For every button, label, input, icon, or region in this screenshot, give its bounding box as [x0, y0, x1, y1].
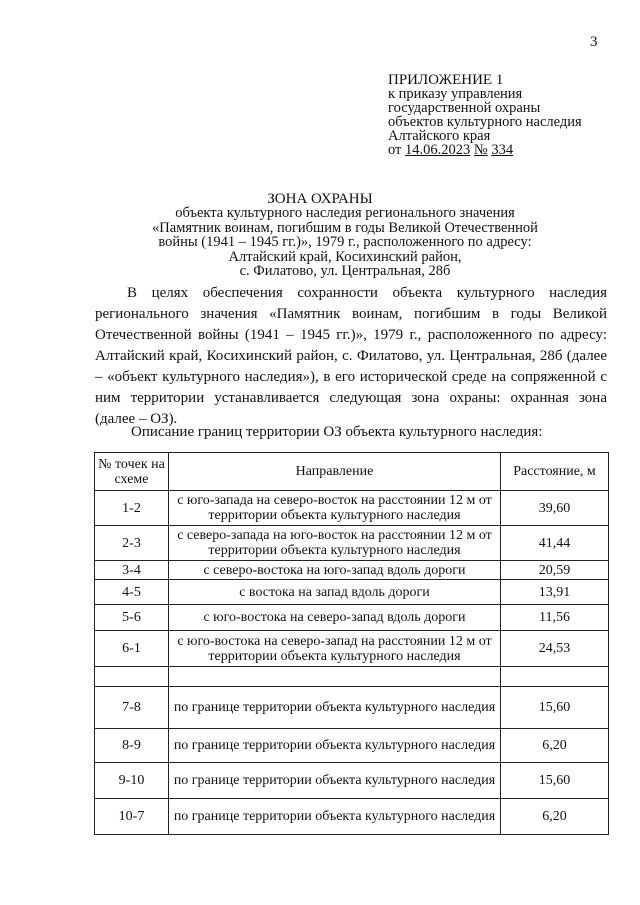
- header-direction: Направление: [169, 453, 501, 491]
- body-paragraph: В целях обеспечения сохранности объекта культурного наследия регионального значения «Памятник воинам, погибшим в годы Великой Отечественной войны (1941 – 1945 гг.)», 1979 г., расположенного по адресу: Алтайский край, Косихинский район, с. Филатово, ул. Центральная, 28б (далее – «объект культурного наследия»), в его исторической среде на сопряженной с ним территории устанавливается следующая зона охраны: охранная зона (далее – ОЗ).: [95, 285, 607, 427]
- cell-direction: по границе территории объекта культурного наследия: [169, 763, 501, 799]
- cell-distance: 15,60: [501, 763, 609, 799]
- appendix-block: [388, 73, 582, 157]
- zone-subtitle-line: объекта культурного наследия регионального значения: [175, 205, 515, 221]
- cell-distance: 11,56: [501, 605, 609, 631]
- table-row: [95, 729, 609, 763]
- cell-direction: по границе территории объекта культурного наследия: [169, 799, 501, 835]
- cell-distance: 6,20: [501, 799, 609, 835]
- cell-direction: [169, 667, 501, 687]
- cell-distance: 13,91: [501, 580, 609, 605]
- zone-subtitle-line: с. Филатово, ул. Центральная, 28б: [239, 263, 451, 279]
- cell-points: 9-10: [95, 763, 169, 799]
- cell-points: 1-2: [95, 491, 169, 526]
- table-row: [95, 580, 609, 605]
- cell-points: 5-6: [95, 605, 169, 631]
- zone-subtitle-line: войны (1941 – 1945 гг.)», 1979 г., расположенного по адресу:: [158, 234, 532, 250]
- table-row: [95, 687, 609, 729]
- cell-points: 2-3: [95, 526, 169, 561]
- table-spacer-row: [95, 667, 609, 687]
- cell-distance: [501, 667, 609, 687]
- cell-points: 6-1: [95, 631, 169, 667]
- zone-subtitle-line: Алтайский край, Косихинский район,: [228, 248, 462, 265]
- header-points: № точек на схеме: [95, 453, 169, 491]
- appendix-title: ПРИЛОЖЕНИЕ 1: [388, 72, 504, 88]
- boundaries-table: [94, 452, 609, 835]
- cell-direction: с востока на запад вдоль дороги: [169, 580, 501, 605]
- cell-points: 3-4: [95, 561, 169, 580]
- table-row: [95, 561, 609, 580]
- cell-direction: с северо-востока на юго-запад вдоль дороги: [169, 561, 501, 580]
- cell-direction: с северо-запада на юго-восток на расстоянии 12 м от территории объекта культурного наследия: [169, 526, 501, 561]
- appendix-line: к приказу управления: [388, 86, 523, 102]
- page-number: 3: [590, 34, 598, 50]
- table-row: [95, 526, 609, 561]
- cell-direction: с юго-востока на северо-запад вдоль дороги: [169, 605, 501, 631]
- order-date: 14.06.2023: [405, 142, 471, 158]
- cell-distance: 15,60: [501, 687, 609, 729]
- cell-distance: 24,53: [501, 631, 609, 667]
- cell-points: 4-5: [95, 580, 169, 605]
- cell-direction: по границе территории объекта культурного наследия: [169, 729, 501, 763]
- zone-subtitle-line: «Памятник воинам, погибшим в годы Великой Отечественной: [152, 219, 538, 236]
- zone-title: ЗОНА ОХРАНЫ: [267, 191, 373, 207]
- cell-distance: 20,59: [501, 561, 609, 580]
- cell-points: [95, 667, 169, 687]
- order-number-sign: №: [473, 142, 488, 158]
- order-number: 334: [491, 142, 514, 158]
- cell-points: 7-8: [95, 687, 169, 729]
- appendix-line: Алтайского края: [388, 128, 491, 144]
- cell-distance: 6,20: [501, 729, 609, 763]
- cell-direction: с юго-востока на северо-запад на расстоянии 12 м от территории объекта культурного наследия: [169, 631, 501, 667]
- order-reference: [388, 143, 582, 157]
- cell-direction: по границе территории объекта культурного наследия: [169, 687, 501, 729]
- zone-subtitle: [120, 206, 570, 279]
- cell-direction: с юго-запада на северо-восток на расстоянии 12 м от территории объекта культурного наследия: [169, 491, 501, 526]
- table-row: [95, 763, 609, 799]
- cell-distance: 39,60: [501, 491, 609, 526]
- table-caption: Описание границ территории ОЗ объекта культурного наследия:: [131, 424, 543, 440]
- order-prefix: от: [388, 142, 402, 158]
- header-distance: Расстояние, м: [501, 453, 609, 491]
- table-row: [95, 799, 609, 835]
- table-row: [95, 491, 609, 526]
- cell-distance: 41,44: [501, 526, 609, 561]
- table-header-row: [95, 453, 609, 491]
- appendix-line: объектов культурного наследия: [388, 114, 582, 130]
- cell-points: 10-7: [95, 799, 169, 835]
- cell-points: 8-9: [95, 729, 169, 763]
- table-row: [95, 631, 609, 667]
- table-row: [95, 605, 609, 631]
- appendix-line: государственной охраны: [388, 100, 541, 116]
